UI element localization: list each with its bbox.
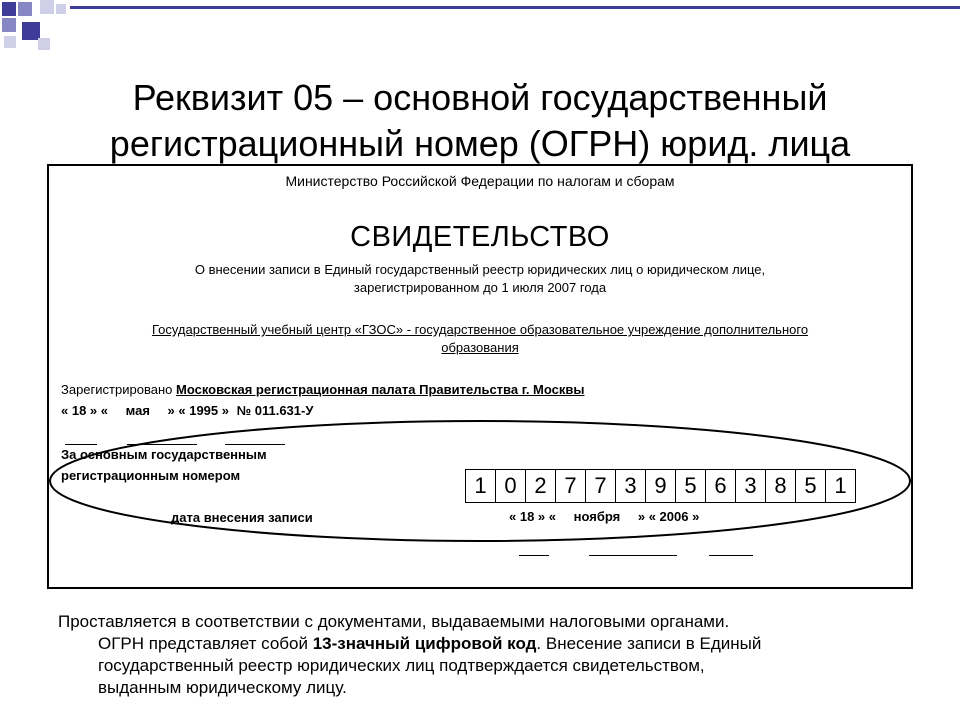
explanation-line2-pre: ОГРН представляет собой	[98, 634, 313, 653]
ogrn-digit: 9	[646, 470, 676, 502]
slide-title-line2: регистрационный номер (ОГРН) юрид. лица	[109, 123, 851, 164]
entry-date-year: » « 2006 »	[637, 509, 700, 524]
ogrn-label-line1: За основным государственным	[61, 447, 267, 462]
ogrn-digit: 5	[796, 470, 826, 502]
explanation-line4: выданным юридическому лицу.	[98, 678, 347, 697]
entry-date-month: ноября	[573, 509, 621, 524]
ogrn-digit: 3	[736, 470, 766, 502]
reg-number: 011.631-У	[254, 403, 314, 418]
reg-date-year: » « 1995 »	[167, 403, 229, 418]
certificate-description-line1: О внесении записи в Единый государственный реестр юридических лиц о юридическом лице,	[194, 262, 766, 277]
ogrn-digit: 6	[706, 470, 736, 502]
organization-name-line1: Государственный учебный центр «ГЗОС» - государственное образовательное учреждение дополнительного	[151, 322, 809, 337]
reg-date-month-open: «	[100, 403, 109, 418]
ministry-name: Министерство Российской Федерации по налогам и сборам	[285, 173, 675, 189]
ogrn-digit: 7	[586, 470, 616, 502]
explanation-line2-post: . Внесение записи в Единый	[536, 634, 762, 653]
certificate-description-line2: зарегистрированном до 1 июля 2007 года	[353, 280, 607, 295]
ogrn-digit: 1	[466, 470, 496, 502]
highlight-ellipse	[47, 419, 913, 544]
certificate-sample	[47, 164, 913, 589]
blank-line	[589, 555, 677, 556]
reg-date-day: « 18 »	[61, 403, 98, 418]
explanation-line3: государственный реестр юридических лиц подтверждается свидетельством,	[98, 656, 705, 675]
certificate-heading: СВИДЕТЕЛЬСТВО	[350, 221, 610, 253]
explanation-line2	[58, 633, 918, 655]
reg-number-label: №	[236, 403, 252, 418]
registered-label: Зарегистрировано	[61, 382, 173, 397]
ogrn-digit: 5	[676, 470, 706, 502]
ogrn-digit: 2	[526, 470, 556, 502]
explanation-paragraph	[58, 611, 918, 699]
slide-title-line1: Реквизит 05 – основной государственный	[132, 77, 828, 118]
blank-line	[519, 555, 549, 556]
ogrn-label-line2: регистрационным номером	[61, 468, 241, 483]
organization-name-line2: образования	[441, 340, 519, 355]
ogrn-digit: 0	[496, 470, 526, 502]
ogrn-digit: 1	[834, 473, 847, 498]
registered-row	[61, 382, 584, 397]
explanation-line2-bold: 13-значный цифровой код	[312, 634, 537, 653]
explanation-line1: Проставляется в соответствии с документами, выдаваемыми налоговыми органами.	[58, 612, 730, 631]
registered-by: Московская регистрационная палата Правительства г. Москвы	[175, 382, 585, 397]
entry-date-day: « 18 »	[509, 509, 546, 524]
registration-date-row	[61, 403, 313, 418]
entry-date-month-open: «	[548, 509, 557, 524]
ogrn-digit: 3	[616, 470, 646, 502]
blank-line	[709, 555, 753, 556]
reg-date-month: мая	[125, 403, 150, 418]
ogrn-digit: 8	[766, 470, 796, 502]
entry-date-label: дата внесения записи	[171, 510, 313, 525]
entry-date-row	[509, 509, 699, 524]
ogrn-digit: 7	[556, 470, 586, 502]
